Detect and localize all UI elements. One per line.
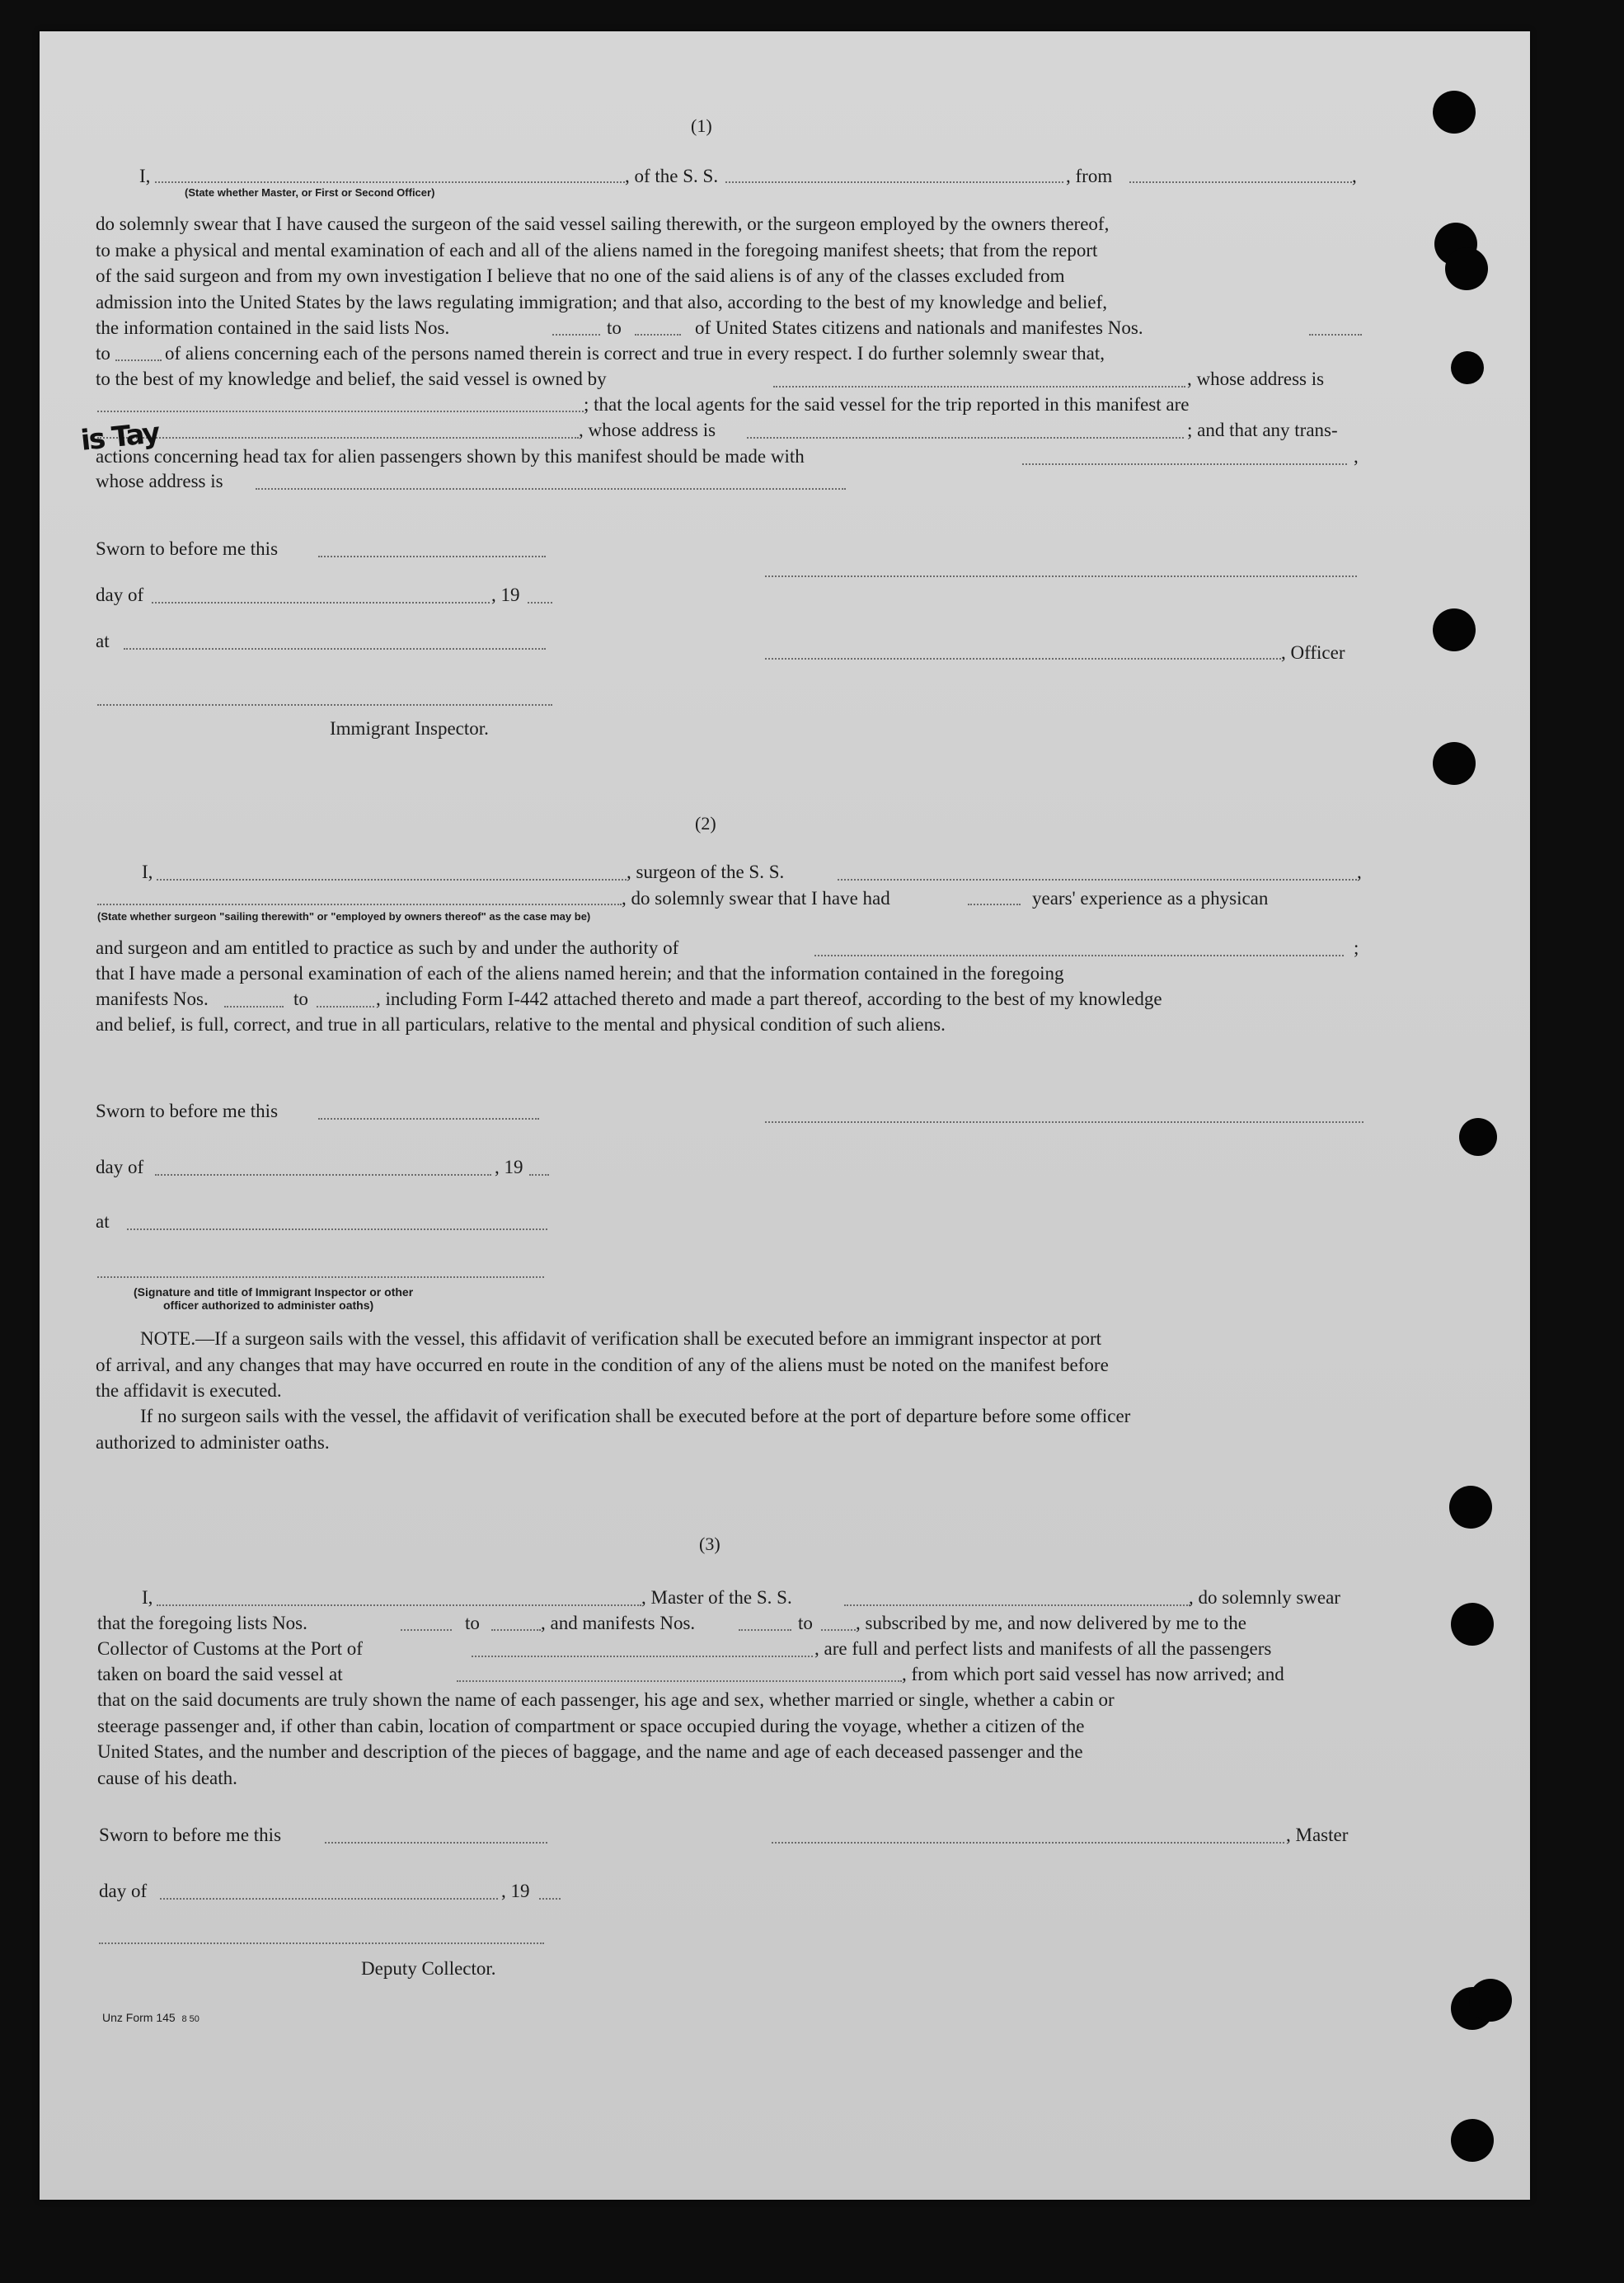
oath-text: and surgeon and am entitled to practice as such by and under the authority of [96,937,679,958]
oath-text: , of the S. S. [625,166,719,186]
oath-text: to the best of my knowledge and belief, the said vessel is owned by [96,369,607,389]
deputy-label: Deputy Collector. [361,1958,496,1979]
collector-port-field[interactable] [472,1656,813,1657]
oath-text: , and manifests Nos. [541,1613,696,1633]
oath-text: , subscribed by me, and now delivered by me to the [856,1613,1246,1633]
sworn-date-field[interactable] [318,556,546,557]
year-field[interactable] [528,602,552,604]
master-oath-paragraph: that on the said documents are truly shown the name of each passenger, his age and sex, whether married or single, whether a cabin or steerage passenger and, if other than cabin, location of compartment or space occupied during the voyage, whether a citizen of the United States, and the number and description of the pieces of baggage, and the name and age of each deceased passenger and the cause of his death. [97,1689,1115,1788]
oath-text: to [798,1613,813,1633]
oath-text: , are full and perfect lists and manifests of all the passengers [814,1638,1272,1659]
oath-text: , [1352,166,1357,186]
owner-address-field[interactable] [97,411,584,412]
no-surgeon-paragraph: If no surgeon sails with the vessel, the affidavit of verification shall be executed before at the port of departure before some officer authorized to administer oaths. [96,1406,1131,1453]
day-of-field[interactable] [155,1174,491,1176]
year-label: , 19 [501,1881,530,1901]
manifests-to-field[interactable] [821,1629,856,1631]
oath-text: , whose address is [579,420,716,440]
form-number: Unz Form 145 8 50 [102,2011,199,2024]
officer-title-line[interactable] [765,658,1281,660]
oath-text: ; that the local agents for the said vessel for the trip reported in this manifest are [584,394,1190,415]
manifests-to-field[interactable] [317,1006,374,1008]
surgeon-signature-line[interactable] [765,1121,1364,1123]
section-number: (2) [695,813,716,834]
at-field[interactable] [127,1228,547,1230]
oath-text: , Master of the S. S. [641,1587,792,1608]
punch-hole [1433,91,1476,134]
oath-text: years' experience as a physican [1032,888,1269,909]
at-field[interactable] [124,648,546,650]
authority-field[interactable] [814,955,1344,956]
day-of-label: day of [96,1157,144,1177]
punch-hole [1445,247,1488,290]
at-label: at [96,1211,110,1232]
master-vessel-field[interactable] [844,1604,1190,1606]
day-of-label: day of [96,585,144,605]
oath-text: , from [1066,166,1113,186]
officer-name-field[interactable] [155,181,625,183]
agents-field[interactable] [97,437,579,439]
year-field[interactable] [529,1174,549,1176]
sworn-date-field[interactable] [325,1842,547,1844]
sworn-label: Sworn to before me this [99,1825,282,1845]
sworn-label: Sworn to before me this [96,538,279,559]
officer-signature-line[interactable] [765,575,1357,577]
oath-text: , [1354,446,1359,467]
contact-address-field[interactable] [256,488,846,490]
punch-hole [1433,742,1476,785]
manifests-to-field[interactable] [115,359,162,361]
signature-note: officer authorized to administer oaths) [163,1299,374,1312]
day-of-field[interactable] [160,1898,498,1900]
year-label: , 19 [491,585,520,605]
manifests-from-field[interactable] [224,1006,284,1008]
oath-text: that the foregoing lists Nos. [97,1613,307,1633]
oath-text: whose address is [96,471,223,491]
oath-text: to [465,1613,480,1633]
oath-text: , from which port said vessel has now arrived; and [902,1664,1284,1684]
oath-text: to [96,343,110,364]
lists-to-field[interactable] [491,1629,541,1631]
field-note: (State whether Master, or First or Second Officer) [185,186,435,199]
oath-text: to [293,989,308,1009]
punch-hole [1451,1603,1494,1646]
oath-paragraph: do solemnly swear that I have caused the surgeon of the said vessel sailing therewith, or the surgeon employed by the owners thereof, to make a physical and mental examination of each and all of the aliens named in the foregoing manifest sheets; that from the report of the said surgeon and from my own investigation I believe that no one of the said aliens is of any of the classes excluded from admission into the United States by the laws regulating immigration; and that also, according to the best of my knowledge and belief, [96,214,1110,312]
oath-text: and belief, is full, correct, and true in all particulars, relative to the mental and physical condition of such aliens. [96,1014,946,1035]
sworn-date-field[interactable] [318,1118,539,1120]
oath-text: to [607,317,622,338]
section-number: (3) [699,1534,720,1554]
head-tax-contact-field[interactable] [1022,463,1347,465]
punch-hole [1459,1118,1497,1156]
surgeon-vessel-field[interactable] [838,879,1357,881]
oath-text: , do solemnly swear [1189,1587,1340,1608]
oath-text: of aliens concerning each of the persons named therein is correct and true in every respect. I do further solemnly swear that, [165,343,1105,364]
oath-text: , [1357,862,1362,882]
collector-signature-line[interactable] [99,1942,544,1944]
sworn-label: Sworn to before me this [96,1101,279,1121]
oath-text: that I have made a personal examination of each of the aliens named herein; and that the information contained in the foregoing [96,963,1064,984]
oath-text: ; and that any trans- [1187,420,1338,440]
years-experience-field[interactable] [968,904,1021,905]
oath-text: of United States citizens and nationals and manifestes Nos. [695,317,1143,338]
embark-port-field[interactable] [457,1680,902,1682]
punch-hole [1433,608,1476,651]
section-number: (1) [691,115,712,136]
oath-text: I, [139,166,151,186]
vessel-name-field[interactable] [725,181,1063,183]
year-field[interactable] [539,1898,561,1900]
oath-text: I, [142,862,153,882]
oath-text: , surgeon of the S. S. [627,862,785,882]
master-label: , Master [1286,1825,1349,1845]
note-paragraph: NOTE.—If a surgeon sails with the vessel, this affidavit of verification shall be executed before an immigrant inspector at port of arrival, and any changes that may have occurred en route in the condition of any of the aliens must be noted on the manifest before the affidavit is executed. [96,1328,1109,1401]
field-note: (State whether surgeon "sailing therewith" or "employed by owners thereof" as the case may be) [97,910,591,923]
oath-text: Collector of Customs at the Port of [97,1638,363,1659]
handwritten-mark: is Tay [79,416,161,458]
lists-from-field[interactable] [401,1629,452,1631]
signature-note: (Signature and title of Immigrant Inspector or other [134,1285,414,1299]
oath-text: ; [1354,937,1359,958]
oath-text: the information contained in the said lists Nos. [96,317,450,338]
oath-text: , including Form I-442 attached thereto and made a part thereof, according to the best of my knowledge [376,989,1162,1009]
at-label: at [96,631,110,651]
lists-to-field[interactable] [635,334,681,336]
year-label: , 19 [495,1157,523,1177]
punch-hole [1451,2119,1494,2162]
from-port-field[interactable] [1129,181,1352,183]
surgeon-status-field[interactable] [97,904,622,905]
day-of-field[interactable] [152,602,490,604]
inspector-signature-line[interactable] [97,1276,544,1278]
inspector-signature-line[interactable] [97,704,552,706]
manifest-affidavit-page [40,31,1530,2200]
oath-text: manifests Nos. [96,989,209,1009]
owner-field[interactable] [773,386,1185,388]
manifests-from-field[interactable] [1309,334,1362,336]
master-name-field[interactable] [157,1604,641,1606]
oath-text: actions concerning head tax for alien passengers shown by this manifest should be made with [96,446,805,467]
oath-text: taken on board the said vessel at [97,1664,343,1684]
punch-hole [1449,1486,1492,1529]
inspector-label: Immigrant Inspector. [330,718,489,739]
surgeon-name-field[interactable] [157,879,627,881]
punch-hole [1451,351,1484,384]
lists-from-field[interactable] [552,334,600,336]
master-signature-line[interactable] [772,1842,1284,1844]
oath-text: I, [142,1587,153,1608]
agents-address-field[interactable] [747,437,1184,439]
oath-text: , whose address is [1187,369,1325,389]
punch-hole [1469,1979,1512,2022]
manifests-from-field[interactable] [739,1629,791,1631]
oath-text: , do solemnly swear that I have had [622,888,890,909]
officer-label: , Officer [1281,642,1345,663]
day-of-label: day of [99,1881,148,1901]
